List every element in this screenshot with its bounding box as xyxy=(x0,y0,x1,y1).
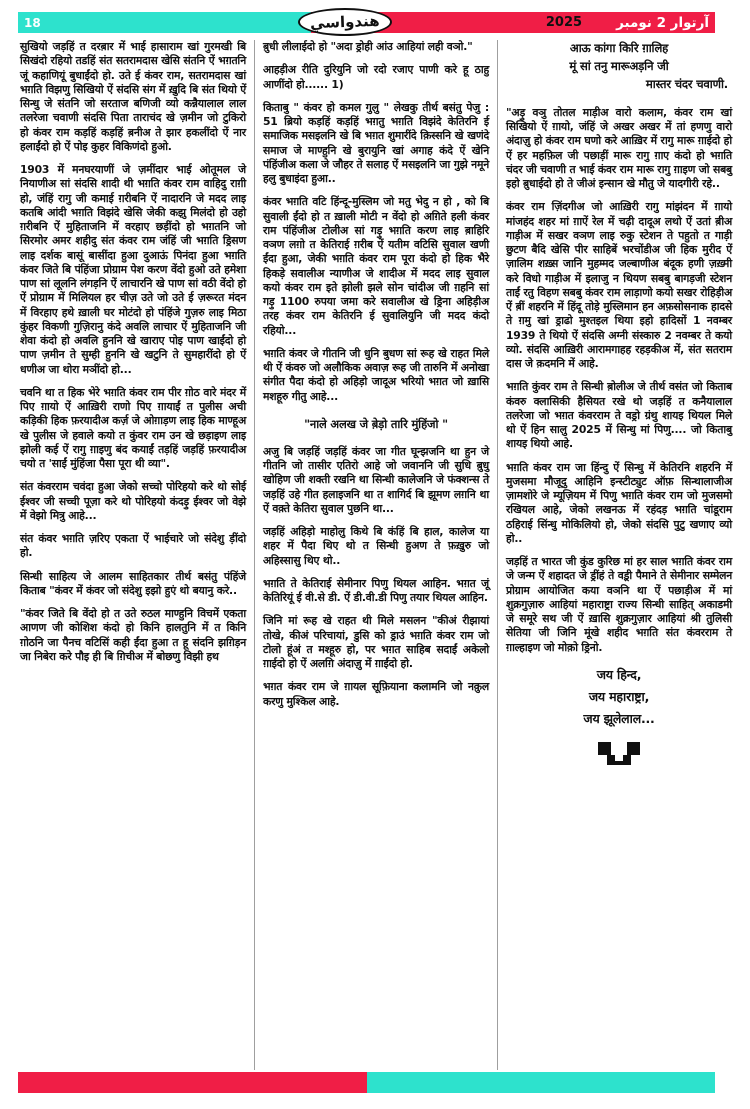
paragraph: सिन्धी साहित्य जे आलम साहितकार तीर्थ बसंतु पंहिंजे किताब "कंवर में कंवर जो संदेशु इझो हुएं थो बयानु करे.. xyxy=(20,569,246,597)
poem-line: आऊ कांगा किरि ग़ालिह xyxy=(569,41,669,55)
paragraph: ब़ुधी लीलाईदो हो "अदा ड्रोही आंउ आहियां लही वञो." xyxy=(263,40,473,53)
paragraph: जड़हिं अहिड़ो माहोलु किथे बि कंहिं बि हाल, कालेज या शहर में पैदा थिए थो त सिन्धी हुअण ते फ़ख़ुरु जो अहिस्सासु थिए थो.. xyxy=(263,525,489,567)
end-of-article xyxy=(506,742,732,765)
paragraph: जिनि मां रूह खे राहत थी मिले मसलन "कीअं रीझायां तोखे, कीअं परिचायां, डुसि को ड्राउं भग़ति कंवर राम जो टोलो हूंअं त मश्हूरु हो, पर भग़त साहिब सदाईं अकेलो ग़ाईदो हो ऐं अलग़ि अंदाज़ु में ग़ाईंदो हो. xyxy=(263,614,489,671)
paragraph: "कंवर जिते बि वेंदो हो त उते रुठल माण्हुनि विचमें एकता आणण जी कोशिश कंदो हो किनि हालतुनि में त किनि ग़ोठनि जा पैनच वटिसिं कही ईंदा हुआ त हू संदनि झग़िड़न जा निबेरा करे पौइ ही बि ग़िचीअ में बोछणु विझी हथ xyxy=(20,607,246,663)
paragraph: अजु बि जड़हिं जड़हिं कंवर जा गीत घून्झजनि था हुन जे गीतनि जो तासीर एतिरो आहे जो जवाननि जी सुधि ब़ुधु खोहिण जी शक्ती रखनि था सिन्धी कालेजनि जे फंक्शन्स ते जड़हिं उहे गीत हलाइजनि था त शागिर्द बि झूमण लग़नि था ऐं वक़्ते केतिरा सुवाल पुछनि था... xyxy=(263,444,489,515)
closing-line: जय हिन्द, xyxy=(596,666,642,682)
paragraph: चवनि था त हिक भेरे भग़ति कंवर राम पीर ग़ोठ वारे मंदर में पिए ग़ायो ऐं आख़िरी राणो पिए ग़ायाईं त पुलीस अची कड़िकी हिक फ़रयादीअ कर्ज़ जे ओग़ाड़ण लाइ हिक माण्हूअ खे पुलीस जे हवाले कयो त कुंवर राम उन खे छड़ाइण लाइ झोली कई ऐं रागु ग़ाइणु बंद कयाईं तड़हिं जड़हिं फ़रयादीअ चयो त 'साईं मुंहिंजा पैसा पूरा थी व्या". xyxy=(20,385,246,470)
newspaper-logo xyxy=(298,8,392,36)
date-block xyxy=(546,12,709,33)
footer-bar-red xyxy=(18,1072,367,1093)
paragraph: कंवर राम ज़िंदगीअ जो आख़िरी रागु मांझंदन में ग़ायो मांजहंद शहर मां ग़ाऐं रेल में चढ़ी दादूअ लथो ऐं उतां ब़ीअ गाड़ीअ में सखर वञण लाइ रुकु स्टेशन ते पहुतो त गाड़ी छुटण बैदि खेसि पीर साहिबें भरचोंडीअ जी हिक मुरीद ऐं ज़ालिम शख़्स जानि मुहम्मद जल्बाणीअ बंदूक हणी ज़ख़्मी करे विधो गाड़ीअ में इलाजु न थियण सबबु बागड़जी स्टेशन ताईं रतु विहण सबबु कंवर राम लाड़ाणो कयो सखर रोहिड़ीअ ऐं ब़ीं शहरनि में हिंदू तोड़े मुस्लिमान हन अफ़सोसनाक हादसे ते ग़मु खां ड्राढो मुश्तइल थिया इहो हादिसों 1 नवम्बर 1939 ते थियो ऐं संदसि अग्नी संस्कारु 2 नवम्बर ते कयो व्यो. संदसि आख़िरी आरामगाहह रहड़कीअ में, संत सतराम दास जे क़दमनि में आहे. xyxy=(506,200,732,371)
paragraph: संत कंवरराम चवंदा हुआ जेको सच्चो पोरिहयो करे थो सोई ईश्वर जी सच्ची पूज़ा करे थो पोरिहयो कंदड़ु ईश्वर जो वेझे में वेझो मित्रु आहे... xyxy=(20,480,246,522)
paragraph: 1903 में मनघरयाणीं जे ज़मींदार भाई ओतूमल जे नियाणीअ सां संदसि शादी थी भग़ति कंवर राम वाहिदु राग़ी हो, जंहिं रागु जी कमाई ग़रीबनि ऐं नादारनि जे मदद लाइ कतबि आंदी भग़ति विझंदे खेसि जेकी कझु मिलंदो हो उहो ग़रीबनि ऐं मुहिताजनि में वरहाए छड़ींदो हो भग़तनि जो सिरमोर अमर शहीदु संत कंवर राम जंहिं जी भग़ति ड्रिसण लाइ दर्शक बासूं बासींदा हुआ दुआऊं पिनंदा हुआ भग़ति कंवर जिते बि पंहिंजा प्रोग्राम पेश करण वेंदो हुओ उते हमेशा पाण सां लूलनि लंगड़नि ऐं लाचारनि खे पाण सां वठी वेंदो हो ऐं प्रोग्राम में मिलियल हर चीज़ उते जो उते ई ज़रूरत मंदन में विरहाए हथे ख़ाली घर मोटंदो हो पंहिंजे गुज़रु लाइ मिठा कुंहर विकणी गुज़िरानु कंदे अवलि लाचार ऐं मुहिताजनि जी शेवा कंदो हो अवलि हुननि खे खाराए पोइ पाण खाईंदो हो पाण ज़मीन ते सुम्ही हुननि खे खटुनि ते सुमहारींदो हो ऐं धणीअ जा थोरा मञींदो हो... xyxy=(20,163,246,376)
poem-verse xyxy=(506,40,732,94)
paragraph: आहड़ीअ रीति दुरियुनि जो रदो रजाए पाणी करे हू ठाहु आणींदो हो...... 1) xyxy=(263,63,489,91)
column-1 xyxy=(12,40,254,1070)
footer-bar-teal xyxy=(367,1072,716,1093)
footer-bars xyxy=(18,1072,715,1093)
paragraph: "अड़ु वञु तोतल माड़ीअ वारो कलाम, कंवर राम खां सिखियो ऐं ग़ायो, जंहिं जे अखर अखर में तां हणणु वारो अंदाज़ु हो कंवर राम घणो करे आख़िर में रागु मारू ग़ाईदो हो ऐं हर महफ़िल जी पछाड़ीं मारू रागु ग़ाए कंदो हो भग़ति चंदर जी चवाणी त भाई कंवर राम मारू रागु ग़ाइण जो सबबु इहो ब़ुधाईदो हो ते जीअं इन्सान खे मौतु जे यादगीरी रहे.. xyxy=(506,105,732,191)
masthead-bar-left xyxy=(18,12,311,33)
paragraph: भग़ति ते केतिराई सेमीनार पिणु थियल आहिन. भग़त जूं केतिरियूं ई वी.से डी. ऐं डी.वी.डी पिणु तयार थियल आहिन. xyxy=(263,576,489,605)
paragraph: सुखियो जड़हिं त दरब़ार में भाई हासाराम खां गुरमखी बि सिखंदो रहियो तडहिं संत सतरामदास खेसि संतनि ऐं भग़तनि जूं कहाणियूं बुधाईंदो हो. उते ई कंवर राम, सतरामदास खां भग़ति विझणु सिखियो ऐं संदसि संग में ख़ुदि बि संत थियो ऐं सिन्धु जे संतनि जो सरताज बणिजी व्यो कन्नैयालाल लाल तलरेजा चवाणी संदसि पिता ताराचंद खे ज़मीन जो टुकिरो हो कंवर राम कड़हिं कड़हिं ब़नीअ ते झार हकलींदो ऐं नार हलाईंदो हो ऐं पोइ कुहर विकिणंदो हुओ. xyxy=(20,40,246,153)
paragraph: संत कंवर भग़ति ज़रिए एकता ऐं भाईचारे जो संदेशु ड़ींदो हो. xyxy=(20,532,246,560)
closing-slogans xyxy=(506,664,732,730)
paragraph: भग़ति कंवर राम जा हिंन्दु ऐं सिन्धु में केतिरनि शहरनि में मुजसमा मौजूदु आहिनि इन्स्टीट्युट ऑफ़ सिन्थालाजीअ ज़ामशोरे जे म्यूज़ियम में पिणु भग़ति कंवर राम जो मुजसमो रखियल आहे, जेको लखनऊ में रहंदड़ भग़ति चांडूराम ठहिराई सिंन्धु मोकिलियो हो, जेको संदसि पुटु खणाए व्यो हो.. xyxy=(506,460,732,545)
article-body xyxy=(12,40,740,1070)
paragraph: कंवर भग़ति वटि हिंन्दू-मुस्लिम जो मतु भेदु न हो , को बि सुवाली ईंदो हो त ख़ाली मोटी न वेंदो हो अग़िते हली कंवर राम पंहिंजीअ टोलीअ सां गड़ु भग़ति करण लाइ ब़ाहिरि वञण लग़ो त केतिराई ग़रीब ऐं यतीम वटिसि सुवाल खणी ईंदा हुआ, जेकी भग़ति कंवर राम पूरा कंदो हो हिक भैरे हिकड़े सवालीअ न्याणीअ जे शादीअ में मदद लाइ सुवाल कयो कंवर राम इते झोली झले सोन चांदीअ जी ग़हनि सां गड़ु 1100 रुपया जमा करे सवालीअ खे ड्रिना अहिड़ीअ तरह कंवर राम केतिरनि ई सुवालियुनि जी मदद कंदो रहियो... xyxy=(263,195,489,337)
paragraph: जड़हिं त भारत जी कुंड कुरिछ मां हर साल भग़ति कंवर राम जे जन्म ऐं शहादत जे ड्रींहं ते वड़्री पैमाने ते सेमीनार सम्मेलन प्रोग्राम आयोजित कया वञनि था ऐं पछाड़ीअ में मां शुक्रगुज़ारु आहियां महाराष्ट्रा राज्य सिन्धी साहित् अकाडमी जे समूरे सथ जी ऐं ख़ासि शुक्रगुज़ार आहियां श्री तुलिसी सेतिया जी जिनि मूंखे शहीद भग़ति संत कंवरराम ते ग़ाल्हाइण जो मोक़ो ड्रिनो. xyxy=(506,555,732,654)
end-of-article-icon xyxy=(598,742,640,765)
closing-line: जय महाराष्ट्रा, xyxy=(588,688,650,704)
paragraph: किताबु " कंवर हो कमल गुलु " लेखकु तीर्थ बसंतु पेजु : 51 ब्रियो कड़हिं कड़हिं भग़तु भग़ति विझंदे केतिरनि ई समाजिक मसइलनि खे बि भग़त शुमारींदे क़िस्सनि खे खणंदे समाज जे माण्हुनि खे बुरायुनि खां अगाह कंदे ऐं खेनि पंहिंजीअ कला जे जौहर ते सलाह ऐं मसइलनि जा गुझे नमूने हलु बुधाइंदा हुआ.. xyxy=(263,100,489,185)
paragraph: भग़ति कंवर जे गीतनि जी धुनि बुधण सां रूह खे राहत मिले थी ऐं कंवरु जो अलौकिक अवाज़ रूह जी तारुनि में अनोखा संगीत पैदा कंदो हो अहिड़ो जादूअ भरियो भग़त जो ख़ासि मशहूरु गीतु आहे... xyxy=(263,346,489,403)
page-number: 18 xyxy=(24,15,41,30)
masthead-bar xyxy=(18,12,715,33)
newspaper-logo-text: هندواسي xyxy=(309,11,381,33)
paragraph: भग़ति कुंवर राम ते सिन्धी ब़ोलीअ जे तीर्थ वसंत जो किताब कंवरु क्लासिकी हैसियत रखे थो जड़हिं त कनैयालाल तलरेजा जो भग़त कंवरराम ते वड्रो ग्रंथु शायइ थियल मिले थो ऐं हिन सालु 2025 में सिन्धु मां पिणु.... जो किताबु शायइ थियो आहे. xyxy=(506,380,732,451)
column-3 xyxy=(497,40,740,1070)
date-text: آرتوار 2 نومبر xyxy=(616,14,709,31)
poem-line: मास्तर चंदर चवाणी. xyxy=(645,76,728,91)
closing-line: जय झूलेलाल... xyxy=(583,710,655,726)
poem-line: मूं सां तनु मारूअड़नि जी xyxy=(569,58,669,73)
song-title-quote: "नाले अलख जे ब़ेड़ो तारि मुंहिंजो " xyxy=(304,416,448,431)
paragraph: भग़त कंवर राम जे ग़ायल सूफ़ियाना कलामनि जो नक़ुल करणु मुश्किल आहे. xyxy=(263,680,489,708)
column-2 xyxy=(254,40,497,1070)
date-year: 2025 xyxy=(545,15,583,30)
